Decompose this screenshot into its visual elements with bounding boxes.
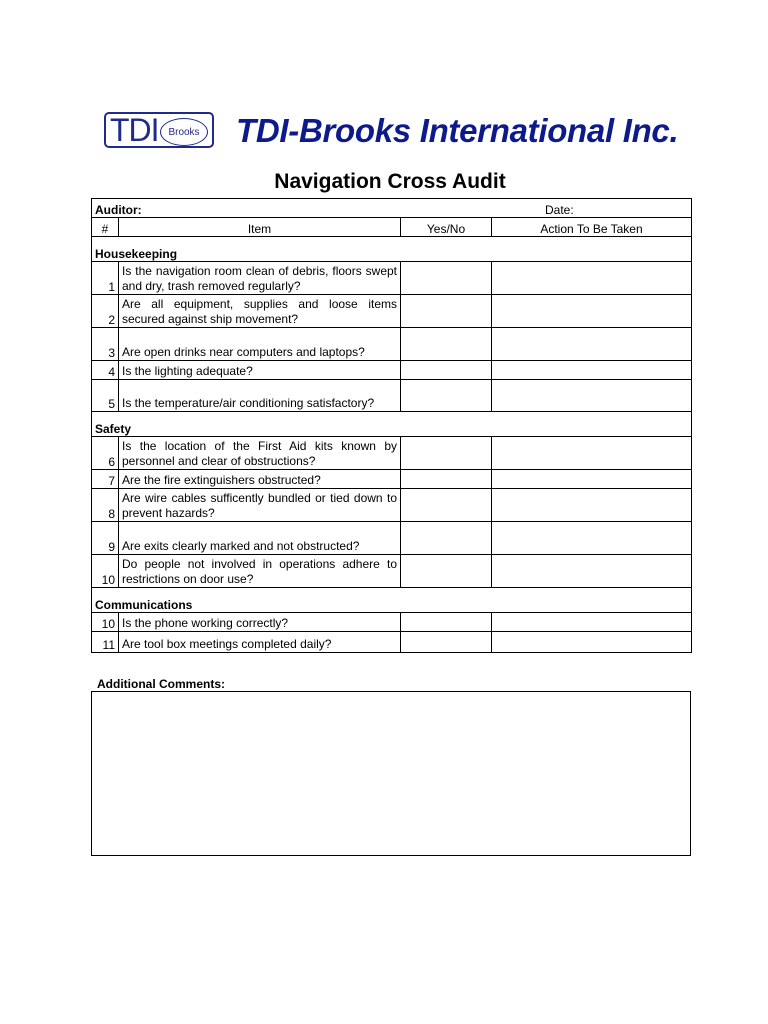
row-item-text: Is the navigation room clean of debris, floors swept and dry, trash removed regularly? [119, 262, 401, 295]
action-cell[interactable] [492, 489, 692, 522]
action-cell[interactable] [492, 380, 692, 412]
action-cell[interactable] [492, 632, 692, 653]
row-item-text: Are the fire extinguishers obstructed? [119, 470, 401, 489]
table-row [92, 437, 692, 470]
yes-no-cell[interactable] [401, 361, 492, 380]
section-label: Housekeeping [92, 237, 692, 262]
row-item-text: Is the location of the First Aid kits known by personnel and clear of obstructions? [119, 437, 401, 470]
yes-no-cell[interactable] [401, 437, 492, 470]
additional-comments-label: Additional Comments: [97, 677, 225, 691]
row-item-text: Are wire cables sufficently bundled or tied down to prevent hazards? [119, 489, 401, 522]
action-cell[interactable] [492, 555, 692, 588]
page-title: Navigation Cross Audit [274, 170, 506, 193]
action-cell[interactable] [492, 437, 692, 470]
action-cell[interactable] [492, 262, 692, 295]
row-number: 8 [92, 489, 119, 522]
column-header-item: Item [119, 218, 401, 237]
date-label: Date: [545, 203, 574, 217]
table-row [92, 489, 692, 522]
section-header-communications [92, 588, 692, 613]
section-label: Communications [92, 588, 692, 613]
table-row [92, 522, 692, 555]
row-number: 1 [92, 262, 119, 295]
row-number: 6 [92, 437, 119, 470]
row-item-text: Are exits clearly marked and not obstructed? [119, 522, 401, 555]
section-label: Safety [92, 412, 692, 437]
row-number: 10 [92, 555, 119, 588]
yes-no-cell[interactable] [401, 632, 492, 653]
auditor-row [92, 199, 692, 218]
action-cell[interactable] [492, 295, 692, 328]
action-cell[interactable] [492, 522, 692, 555]
row-item-text: Are open drinks near computers and laptops? [119, 328, 401, 361]
column-header-action: Action To Be Taken [492, 218, 692, 237]
globe-icon [160, 118, 208, 146]
table-row [92, 380, 692, 412]
row-number: 3 [92, 328, 119, 361]
company-logo [104, 112, 214, 148]
table-row [92, 295, 692, 328]
row-number: 5 [92, 380, 119, 412]
logo-globe-text: Brooks [168, 126, 200, 138]
table-row [92, 555, 692, 588]
table-row [92, 361, 692, 380]
table-row [92, 470, 692, 489]
action-cell[interactable] [492, 328, 692, 361]
table-header-row [92, 218, 692, 237]
yes-no-cell[interactable] [401, 328, 492, 361]
table-row [92, 328, 692, 361]
row-number: 4 [92, 361, 119, 380]
additional-comments-box[interactable] [91, 691, 691, 856]
company-name: TDI-Brooks International Inc. [236, 111, 679, 149]
action-cell[interactable] [492, 361, 692, 380]
column-header-yes-no: Yes/No [401, 218, 492, 237]
auditor-field[interactable] [92, 199, 692, 218]
yes-no-cell[interactable] [401, 295, 492, 328]
row-item-text: Do people not involved in operations adhere to restrictions on door use? [119, 555, 401, 588]
row-item-text: Is the lighting adequate? [119, 361, 401, 380]
audit-table [91, 198, 692, 653]
row-item-text: Are all equipment, supplies and loose items secured against ship movement? [119, 295, 401, 328]
yes-no-cell[interactable] [401, 489, 492, 522]
yes-no-cell[interactable] [401, 380, 492, 412]
logo-text: TDI [110, 112, 159, 148]
yes-no-cell[interactable] [401, 522, 492, 555]
table-row [92, 262, 692, 295]
row-number: 9 [92, 522, 119, 555]
row-item-text: Is the temperature/air conditioning satisfactory? [119, 380, 401, 412]
column-header-number: # [92, 218, 119, 237]
section-header-housekeeping [92, 237, 692, 262]
row-number: 10 [92, 613, 119, 632]
table-row [92, 613, 692, 632]
table-row [92, 632, 692, 653]
row-number: 2 [92, 295, 119, 328]
row-number: 7 [92, 470, 119, 489]
auditor-label: Auditor: [95, 203, 142, 217]
letterhead [104, 108, 678, 152]
yes-no-cell[interactable] [401, 555, 492, 588]
row-number: 11 [92, 632, 119, 653]
action-cell[interactable] [492, 613, 692, 632]
section-header-safety [92, 412, 692, 437]
yes-no-cell[interactable] [401, 470, 492, 489]
action-cell[interactable] [492, 470, 692, 489]
row-item-text: Is the phone working correctly? [119, 613, 401, 632]
yes-no-cell[interactable] [401, 613, 492, 632]
row-item-text: Are tool box meetings completed daily? [119, 632, 401, 653]
yes-no-cell[interactable] [401, 262, 492, 295]
